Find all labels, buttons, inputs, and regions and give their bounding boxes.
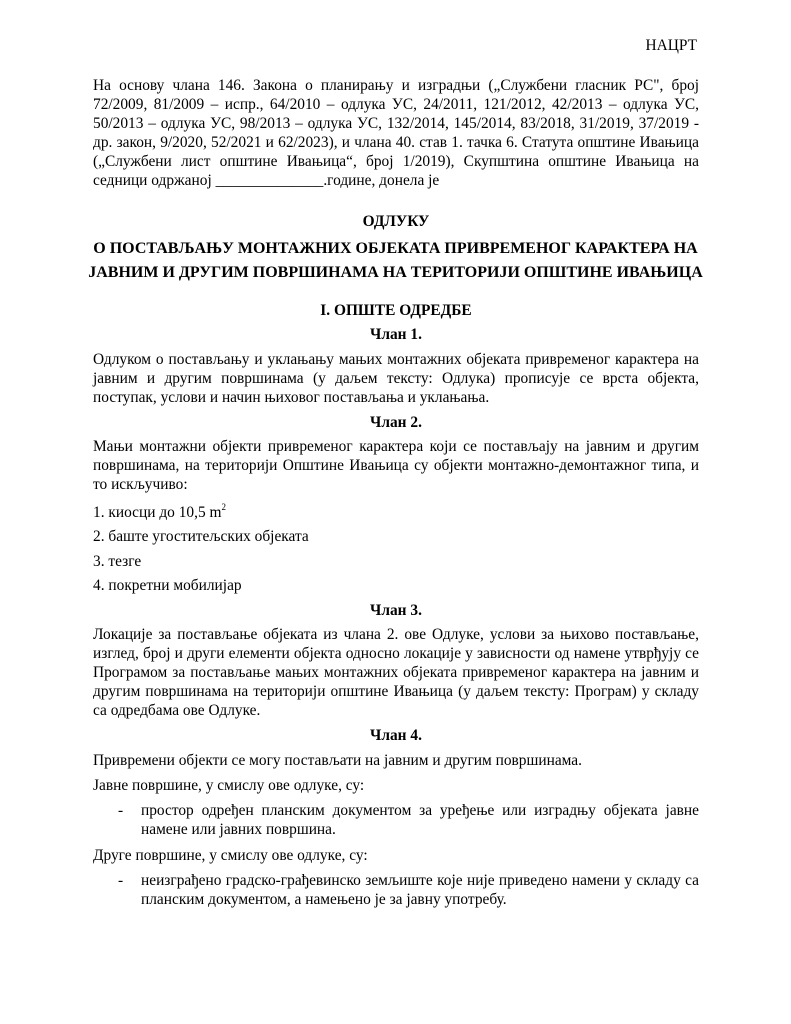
bullet-2-text: неизграђено градско-грађевинско земљиште које није приведено намени у складу са планским документом, а намењено је за јавну употребу. bbox=[141, 872, 699, 908]
article-4-text-2: Јавне површине, у смислу ове одлуке, су: bbox=[93, 777, 365, 794]
article-3-heading-text: Члан 3. bbox=[370, 602, 422, 619]
article-4-bullet-1 bbox=[93, 801, 699, 839]
title-line-2: ЈАВНИМ И ДРУГИМ ПОВРШИНАМА НА ТЕРИТОРИЈИ ОПШТИНЕ ИВАЊИЦА bbox=[88, 264, 703, 281]
superscript-2: 2 bbox=[221, 502, 226, 512]
article-2-heading bbox=[93, 413, 699, 432]
article-1-heading-text: Члан 1. bbox=[370, 326, 422, 343]
list-item bbox=[93, 552, 699, 571]
bullet-1-text: простор одређен планским документом за уређење или изградњу објеката јавне намене или јавних површина. bbox=[141, 802, 699, 838]
dash-marker: - bbox=[118, 872, 124, 889]
article-4-text-1: Привремени објекти се могу постављати на јавним и другим површинама. bbox=[93, 752, 582, 769]
preamble-text: На основу члана 146. Закона о планирању и изградњи („Службени гласник РС", број 72/2009, 81/2009 – испр., 64/2010 – одлука УС, 24/2011, 121/2012, 42/2013 – одлука УС, 50/2013 – одлука УС, 98/2013 – одлука УС, 132/2014, 145/2014, 83/2018, 31/2019, 37/2019 - др. закон, 9/2020, 52/2021 и 62/2023), и члана 40. став 1. тачка 6. Статута општине Ивањица („Службени лист општине Ивањица“, број 1/2019), Скупштина општине Ивањица на седници одржаној bbox=[93, 77, 699, 189]
preamble-paragraph bbox=[93, 76, 699, 190]
article-4-heading-text: Члан 4. bbox=[370, 727, 422, 744]
article-3-heading bbox=[93, 601, 699, 620]
list-item-3: 3. тезге bbox=[93, 553, 142, 570]
article-3 bbox=[93, 625, 699, 720]
article-3-text: Локације за постављање објеката из члана 2. ове Одлуке, услови за њихово постављање, изглед, број и други елементи објекта односно локације у зависности од намене утврђују се Програмом за постављање мањих монтажних објеката привременог карактера на јавним и другим површинама на територији општине Ивањица (у даљем тексту: Програм) у складу са одредбама ове Одлуке. bbox=[93, 626, 699, 719]
list-item-2: 2. баште угоститељских објеката bbox=[93, 528, 309, 545]
article-4-para-1 bbox=[93, 751, 699, 770]
article-4-heading bbox=[93, 726, 699, 745]
article-1-text: Одлуком о постављању и уклањању мањих монтажних објеката привременог карактера на јавним и другим површинама (у даљем тексту: Одлука) прописује се врста објекта, поступак, услови и начин њиховог постављања и уклањања. bbox=[93, 351, 699, 406]
section-heading bbox=[93, 301, 699, 320]
title-line-1: О ПОСТАВЉАЊУ МОНТАЖНИХ ОБЈЕКАТА ПРИВРЕМЕНОГ КАРАКТЕРА НА bbox=[93, 240, 698, 257]
decision-subtitle bbox=[60, 237, 731, 285]
article-1 bbox=[93, 350, 699, 407]
preamble bbox=[93, 76, 699, 190]
list-item bbox=[93, 576, 699, 595]
article-4-text-3: Друге површине, у смислу ове одлуке, су: bbox=[93, 847, 368, 864]
section-1-heading: I. ОПШТЕ ОДРЕДБЕ bbox=[320, 302, 472, 319]
article-4-para-2 bbox=[93, 776, 699, 795]
title-word: ОДЛУКУ bbox=[362, 213, 430, 230]
dash-marker: - bbox=[118, 802, 124, 819]
list-item-1: 1. киосци до 10,5 m bbox=[93, 504, 222, 521]
article-4-bullet-2 bbox=[93, 871, 699, 909]
article-2 bbox=[93, 437, 699, 494]
list-item bbox=[93, 527, 699, 546]
article-4-para-3 bbox=[93, 846, 699, 865]
date-blank: ______________ bbox=[215, 172, 324, 189]
draft-label: НАЦРТ bbox=[645, 37, 697, 54]
article-2-text: Мањи монтажни објекти привременог карактера који се постављају на јавним и другим површинама, на територији Општине Ивањица су објекти монтажно-демонтажног типа, и то искључиво: bbox=[93, 438, 699, 493]
list-item-4: 4. покретни мобилијар bbox=[93, 577, 242, 594]
preamble-text-end: .године, донела је bbox=[323, 172, 440, 189]
article-2-heading-text: Члан 2. bbox=[370, 414, 422, 431]
article-1-heading bbox=[93, 325, 699, 344]
decision-title bbox=[93, 212, 699, 231]
list-item bbox=[93, 503, 699, 522]
